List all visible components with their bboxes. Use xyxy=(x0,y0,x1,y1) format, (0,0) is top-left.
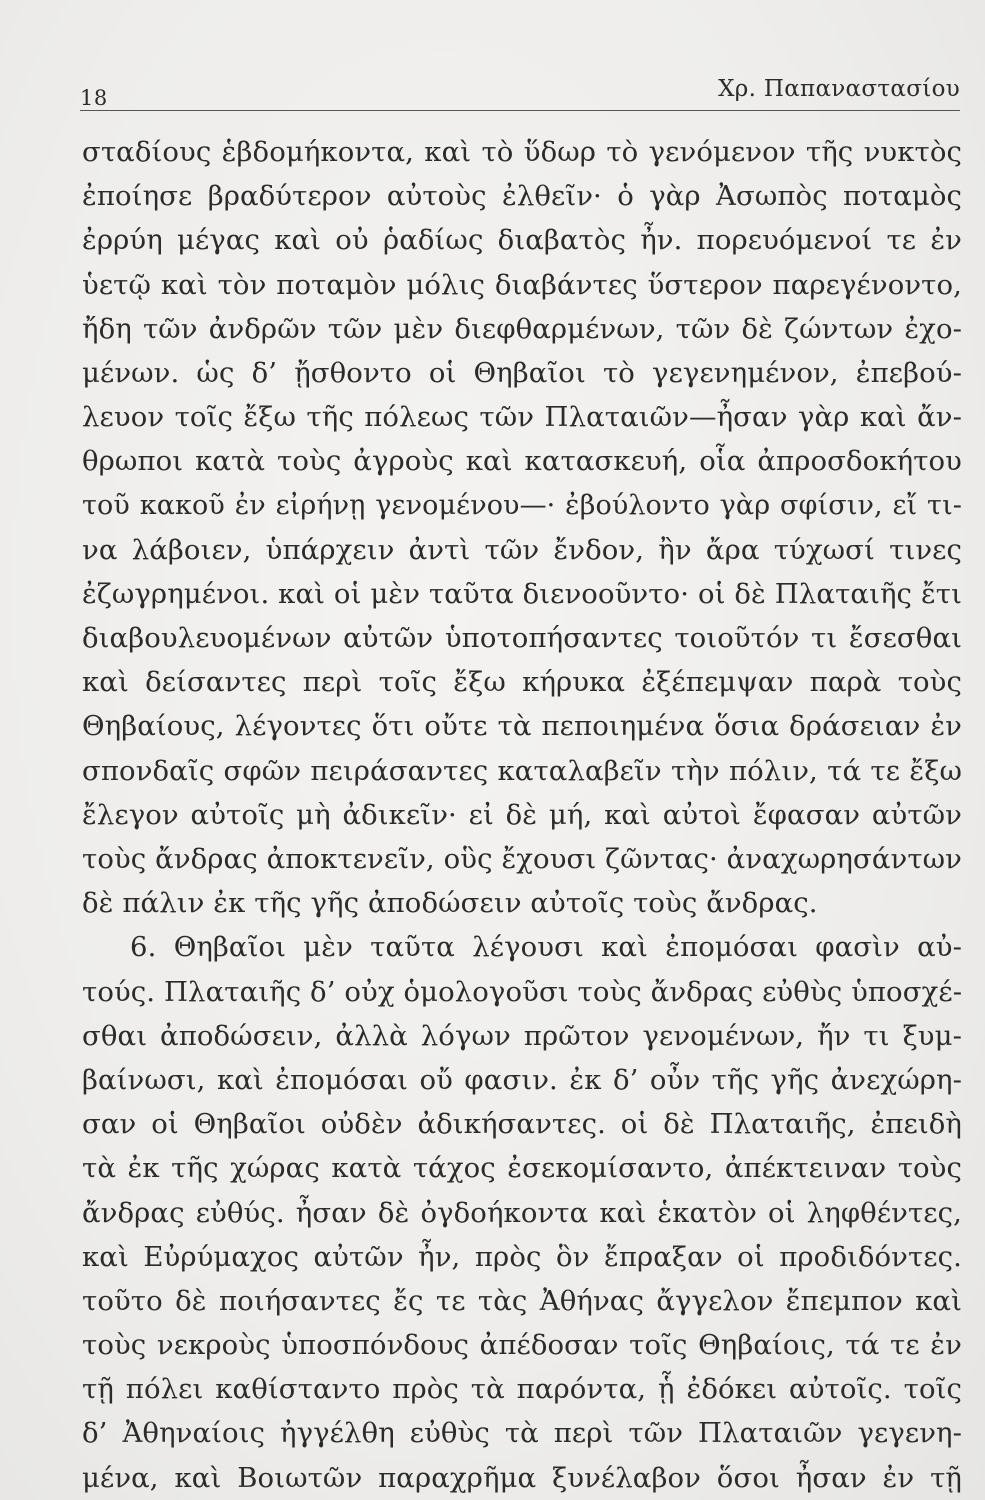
text-line: ἄνδρας εὐθύς. ἦσαν δὲ ὀγδοήκοντα καὶ ἑκατὸν οἱ ληφθέντες, xyxy=(82,1196,962,1229)
text-line: σπονδαῖς σφῶν πειράσαντες καταλαβεῖν τὴν πόλιν, τά τε ἔξω xyxy=(82,754,962,787)
text-line: σθαι ἀποδώσειν, ἀλλὰ λόγων πρῶτον γενομένων, ἤν τι ξυμ- xyxy=(82,1019,962,1052)
text-line: καὶ Εὐρύμαχος αὐτῶν ἦν, πρὸς ὃν ἔπραξαν οἱ προδιδόντες. xyxy=(82,1240,962,1273)
text-line: ὑετῷ καὶ τὸν ποταμὸν μόλις διαβάντες ὕστερον παρεγένοντο, xyxy=(82,268,962,301)
text-line: ἐρρύη μέγας καὶ οὐ ῥαδίως διαβατὸς ἦν. πορευόμενοί τε ἐν xyxy=(82,224,962,257)
text-line: δὲ πάλιν ἐκ τῆς γῆς ἀποδώσειν αὐτοῖς τοὺς ἄνδρας. xyxy=(82,887,818,920)
text-line: καὶ δείσαντες περὶ τοῖς ἔξω κήρυκα ἐξέπεμψαν παρὰ τοὺς xyxy=(82,666,962,699)
header-rule xyxy=(80,110,960,111)
text-line: δ’ Ἀθηναίοις ἠγγέλθη εὐθὺς τὰ περὶ τῶν Πλαταιῶν γεγενη- xyxy=(82,1417,962,1450)
paragraph-start-line: 6. Θηβαῖοι μὲν ταῦτα λέγουσι καὶ ἐπομόσαι φασὶν αὐ- xyxy=(130,931,962,964)
text-line: να λάβοιεν, ὑπάρχειν ἀντὶ τῶν ἔνδον, ἢν ἄρα τύχωσί τινες xyxy=(82,533,962,566)
text-line: λευον τοῖς ἔξω τῆς πόλεως τῶν Πλαταιῶν—ἦσαν γὰρ καὶ ἄν- xyxy=(82,401,962,434)
text-line: τῇ πόλει καθίσταντο πρὸς τὰ παρόντα, ᾗ ἐδόκει αὐτοῖς. τοῖς xyxy=(82,1373,962,1406)
text-line: σταδίους ἑβδομήκοντα, καὶ τὸ ὕδωρ τὸ γενόμενον τῆς νυκτὸς xyxy=(82,136,962,168)
text-line: τὰ ἐκ τῆς χώρας κατὰ τάχος ἐσεκομίσαντο, ἀπέκτειναν τοὺς xyxy=(82,1152,962,1185)
text-line: θρωποι κατὰ τοὺς ἀγροὺς καὶ κατασκευή, οἷα ἀπροσδοκήτου xyxy=(82,445,962,478)
text-line: ἐζωγρημένοι. καὶ οἱ μὲν ταῦτα διενοοῦντο· οἱ δὲ Πλαταιῆς ἔτι xyxy=(82,577,962,610)
text-line: βαίνωσι, καὶ ἐπομόσαι οὔ φασιν. ἐκ δ’ οὖν τῆς γῆς ἀνεχώρη- xyxy=(82,1063,962,1096)
running-head: Χρ. Παπαναστασίου xyxy=(718,76,960,102)
text-line: τοὺς νεκροὺς ὑποσπόνδους ἀπέδοσαν τοῖς Θηβαίοις, τά τε ἐν xyxy=(82,1329,962,1362)
text-line: ἤδη τῶν ἀνδρῶν τῶν μὲν διεφθαρμένων, τῶν δὲ ζώντων ἐχο- xyxy=(82,312,962,345)
text-line: διαβουλευομένων αὐτῶν ὑποτοπήσαντες τοιοῦτόν τι ἔσεσθαι xyxy=(82,622,962,655)
page-number: 18 xyxy=(80,86,108,110)
text-line: τοὺς ἄνδρας ἀποκτενεῖν, οὓς ἔχουσι ζῶντας· ἀναχωρησάντων xyxy=(82,843,962,875)
text-line: τοῦτο δὲ ποιήσαντες ἔς τε τὰς Ἀθήνας ἄγγελον ἔπεμπον καὶ xyxy=(82,1284,962,1317)
text-line: μένων. ὡς δ’ ᾔσθοντο οἱ Θηβαῖοι τὸ γεγενημένον, ἐπεβού- xyxy=(82,356,962,389)
text-line: μένα, καὶ Βοιωτῶν παραχρῆμα ξυνέλαβον ὅσοι ἦσαν ἐν τῇ xyxy=(82,1461,962,1494)
text-line: τοῦ κακοῦ ἐν εἰρήνῃ γενομένου—· ἐβούλοντο γὰρ σφίσιν, εἴ τι- xyxy=(82,489,962,521)
page-header xyxy=(80,72,960,112)
text-line: ἔλεγον αὐτοῖς μὴ ἀδικεῖν· εἰ δὲ μή, καὶ αὐτοὶ ἔφασαν αὐτῶν xyxy=(82,798,962,831)
text-line: τούς. Πλαταιῆς δ’ οὐχ ὁμολογοῦσι τοὺς ἄνδρας εὐθὺς ὑποσχέ- xyxy=(82,975,963,1008)
text-line: σαν οἱ Θηβαῖοι οὐδὲν ἀδικήσαντες. οἱ δὲ Πλαταιῆς, ἐπειδὴ xyxy=(82,1108,962,1141)
text-line: Θηβαίους, λέγοντες ὅτι οὔτε τὰ πεποιημένα ὅσια δράσειαν ἐν xyxy=(82,710,962,743)
text-line: ἐποίησε βραδύτερον αὐτοὺς ἐλθεῖν· ὁ γὰρ Ἀσωπὸς ποταμὸς xyxy=(82,180,962,213)
body-text xyxy=(82,130,962,1500)
